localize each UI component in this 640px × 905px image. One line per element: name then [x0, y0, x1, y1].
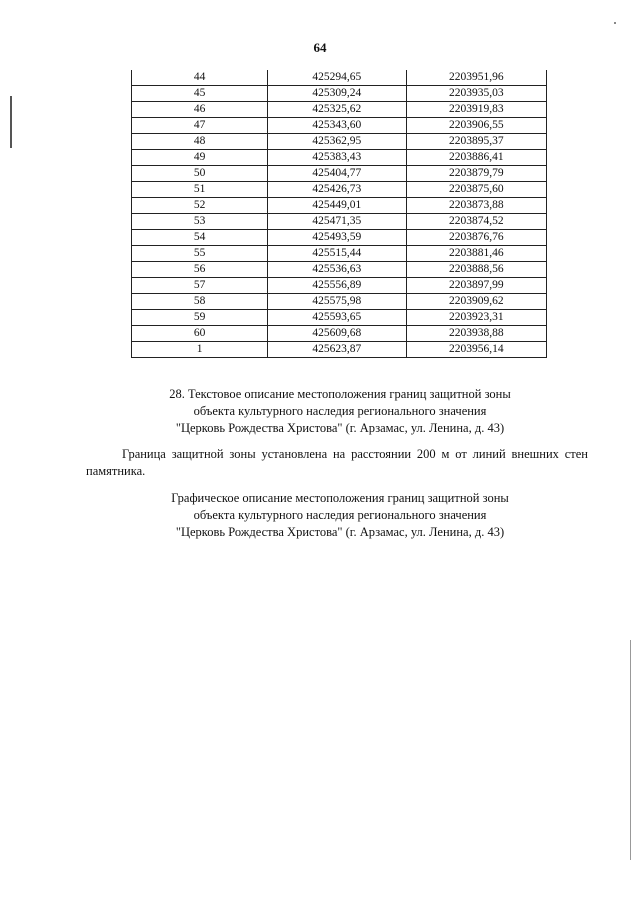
point-number-cell: 44: [132, 70, 268, 86]
point-number-cell: 60: [132, 326, 268, 342]
point-number-cell: 1: [132, 342, 268, 358]
table-row: [132, 278, 547, 294]
y-coordinate-cell: 2203895,37: [406, 134, 546, 150]
scan-artifact-right: [630, 640, 631, 860]
point-number-cell: 49: [132, 150, 268, 166]
y-coordinate-cell: 2203906,55: [406, 118, 546, 134]
section-28-heading-line-1: 28. Текстовое описание местоположения границ защитной зоны: [169, 387, 511, 401]
x-coordinate-cell: 425471,35: [268, 214, 406, 230]
point-number-cell: 55: [132, 246, 268, 262]
coordinates-table: [131, 70, 547, 358]
table-row: [132, 70, 547, 86]
graphic-description-heading: [100, 490, 580, 541]
x-coordinate-cell: 425343,60: [268, 118, 406, 134]
x-coordinate-cell: 425362,95: [268, 134, 406, 150]
table-row: [132, 166, 547, 182]
point-number-cell: 51: [132, 182, 268, 198]
y-coordinate-cell: 2203909,62: [406, 294, 546, 310]
table-row: [132, 182, 547, 198]
x-coordinate-cell: 425556,89: [268, 278, 406, 294]
table-row: [132, 198, 547, 214]
coordinates-table-body: [132, 70, 547, 358]
y-coordinate-cell: 2203897,99: [406, 278, 546, 294]
point-number-cell: 54: [132, 230, 268, 246]
point-number-cell: 47: [132, 118, 268, 134]
point-number-cell: 53: [132, 214, 268, 230]
section-28-heading: [100, 386, 580, 437]
x-coordinate-cell: 425404,77: [268, 166, 406, 182]
table-row: [132, 102, 547, 118]
table-row: [132, 86, 547, 102]
y-coordinate-cell: 2203875,60: [406, 182, 546, 198]
table-row: [132, 118, 547, 134]
point-number-cell: 50: [132, 166, 268, 182]
x-coordinate-cell: 425309,24: [268, 86, 406, 102]
x-coordinate-cell: 425294,65: [268, 70, 406, 86]
x-coordinate-cell: 425593,65: [268, 310, 406, 326]
point-number-cell: 59: [132, 310, 268, 326]
table-row: [132, 326, 547, 342]
y-coordinate-cell: 2203938,88: [406, 326, 546, 342]
y-coordinate-cell: 2203879,79: [406, 166, 546, 182]
scan-artifact-dot: [614, 22, 616, 24]
table-row: [132, 262, 547, 278]
table-row: [132, 294, 547, 310]
y-coordinate-cell: 2203881,46: [406, 246, 546, 262]
point-number-cell: 57: [132, 278, 268, 294]
table-row: [132, 134, 547, 150]
x-coordinate-cell: 425575,98: [268, 294, 406, 310]
x-coordinate-cell: 425449,01: [268, 198, 406, 214]
table-row: [132, 342, 547, 358]
y-coordinate-cell: 2203876,76: [406, 230, 546, 246]
table-row: [132, 214, 547, 230]
boundary-description: Граница защитной зоны установлена на расстоянии 200 м от линий внешних стен памятника.: [86, 447, 588, 478]
point-number-cell: 52: [132, 198, 268, 214]
y-coordinate-cell: 2203956,14: [406, 342, 546, 358]
graphic-heading-line-2: объекта культурного наследия регионального значения: [193, 508, 487, 522]
section-28-heading-line-2: объекта культурного наследия регионального значения: [193, 404, 487, 418]
point-number-cell: 45: [132, 86, 268, 102]
x-coordinate-cell: 425623,87: [268, 342, 406, 358]
y-coordinate-cell: 2203923,31: [406, 310, 546, 326]
x-coordinate-cell: 425383,43: [268, 150, 406, 166]
point-number-cell: 48: [132, 134, 268, 150]
point-number-cell: 56: [132, 262, 268, 278]
table-row: [132, 150, 547, 166]
y-coordinate-cell: 2203919,83: [406, 102, 546, 118]
y-coordinate-cell: 2203874,52: [406, 214, 546, 230]
graphic-heading-line-1: Графическое описание местоположения границ защитной зоны: [171, 491, 509, 505]
y-coordinate-cell: 2203886,41: [406, 150, 546, 166]
x-coordinate-cell: 425536,63: [268, 262, 406, 278]
table-row: [132, 246, 547, 262]
section-28-heading-line-3: "Церковь Рождества Христова" (г. Арзамас, ул. Ленина, д. 43): [175, 421, 505, 435]
table-row: [132, 310, 547, 326]
x-coordinate-cell: 425325,62: [268, 102, 406, 118]
table-row: [132, 230, 547, 246]
y-coordinate-cell: 2203873,88: [406, 198, 546, 214]
y-coordinate-cell: 2203935,03: [406, 86, 546, 102]
y-coordinate-cell: 2203888,56: [406, 262, 546, 278]
y-coordinate-cell: 2203951,96: [406, 70, 546, 86]
x-coordinate-cell: 425426,73: [268, 182, 406, 198]
x-coordinate-cell: 425609,68: [268, 326, 406, 342]
page-number: 64: [313, 40, 327, 55]
graphic-heading-line-3: "Церковь Рождества Христова" (г. Арзамас, ул. Ленина, д. 43): [175, 525, 505, 539]
x-coordinate-cell: 425515,44: [268, 246, 406, 262]
point-number-cell: 46: [132, 102, 268, 118]
x-coordinate-cell: 425493,59: [268, 230, 406, 246]
point-number-cell: 58: [132, 294, 268, 310]
scan-artifact-left: [10, 96, 12, 148]
